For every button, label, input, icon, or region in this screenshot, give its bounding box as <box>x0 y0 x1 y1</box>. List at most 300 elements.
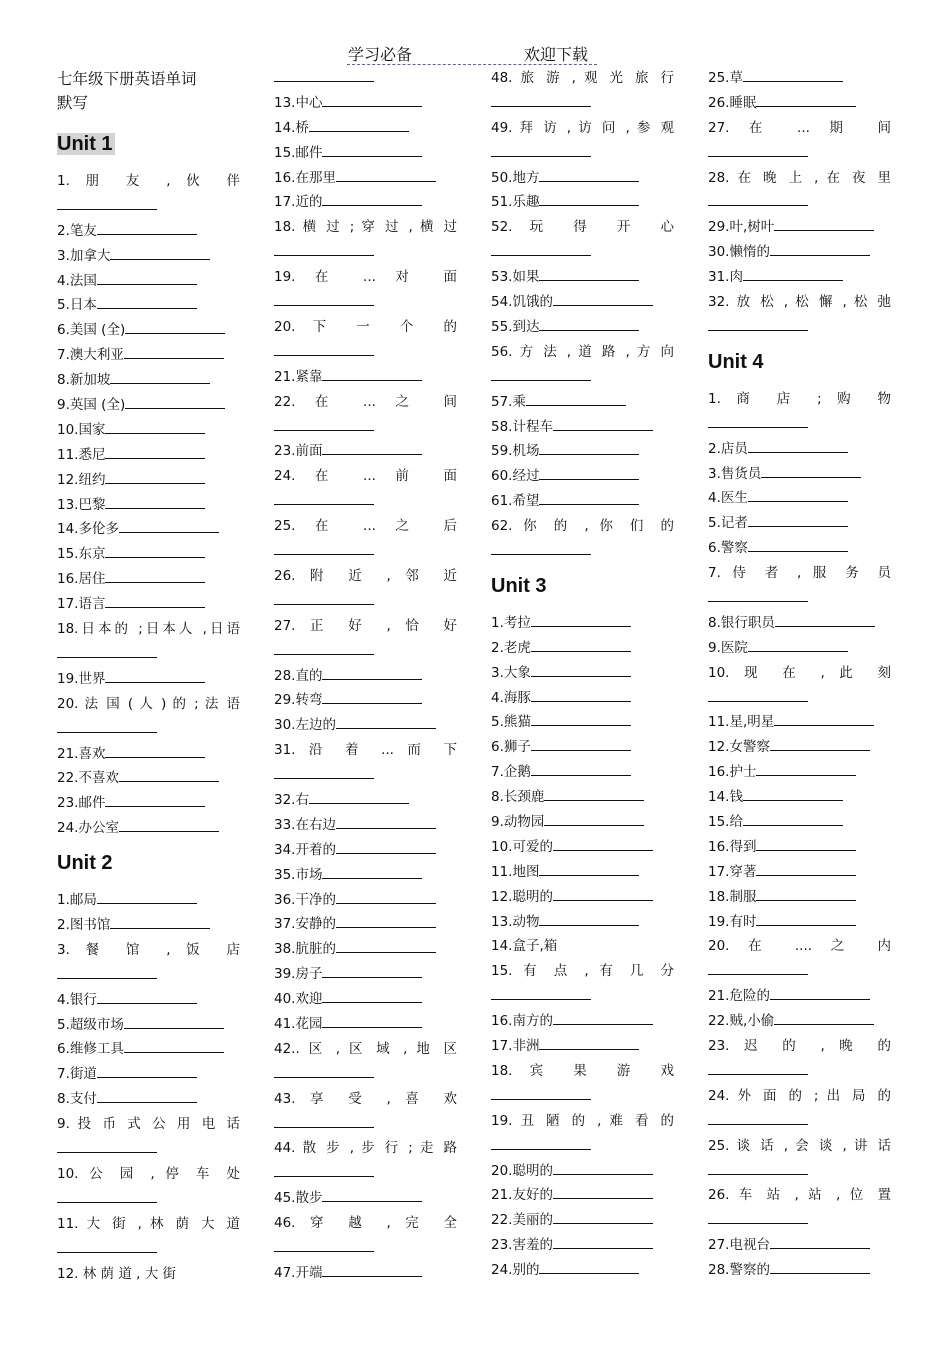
answer-blank[interactable] <box>97 1062 197 1078</box>
vocab-item <box>274 1261 457 1286</box>
answer-blank[interactable] <box>708 1208 808 1224</box>
answer-blank[interactable] <box>274 589 374 605</box>
vocab-item <box>57 766 240 791</box>
answer-blank[interactable] <box>708 686 808 702</box>
vocab-prompt: 57.乘 <box>491 393 526 410</box>
vocab-item <box>491 661 674 686</box>
vocab-prompt: 36.干净的 <box>274 891 336 908</box>
answer-blank[interactable] <box>57 963 157 979</box>
vocab-item <box>491 190 674 215</box>
vocab-item <box>708 934 891 984</box>
vocab-item <box>708 437 891 462</box>
vocab-prompt: 10.国家 <box>57 421 106 438</box>
vocab-item <box>57 443 240 468</box>
vocab-prompt: 35.市场 <box>274 866 323 883</box>
vocab-prompt: 9.动物园 <box>491 814 545 831</box>
answer-blank[interactable] <box>336 813 436 829</box>
vocab-item <box>274 166 457 191</box>
answer-blank[interactable] <box>748 511 848 527</box>
answer-blank[interactable] <box>531 710 631 726</box>
vocab-prompt: 21.喜欢 <box>57 745 106 762</box>
vocab-item <box>491 710 674 735</box>
vocab-prompt: 44. 散 步 , 步 行 ; 走 路 <box>274 1140 457 1157</box>
vocab-item <box>708 1233 891 1258</box>
answer-blank[interactable] <box>97 293 197 309</box>
answer-blank[interactable] <box>105 567 205 583</box>
vocab-item <box>708 835 891 860</box>
answer-blank[interactable] <box>748 437 848 453</box>
vocab-prompt: 58.计程车 <box>491 418 553 435</box>
answer-blank[interactable] <box>539 166 639 182</box>
vocab-item <box>708 984 891 1009</box>
answer-blank[interactable] <box>539 190 639 206</box>
vocab-item <box>57 1112 240 1162</box>
answer-blank[interactable] <box>708 959 808 975</box>
vocab-prompt: 27. 正 好 , 恰 好 <box>274 617 457 634</box>
vocab-item <box>491 514 674 564</box>
vocab-item <box>57 988 240 1013</box>
vocab-item <box>274 564 457 614</box>
answer-blank[interactable] <box>274 489 374 505</box>
answer-blank[interactable] <box>322 688 422 704</box>
vocab-item <box>274 390 457 440</box>
answer-blank[interactable] <box>708 586 808 602</box>
answer-blank[interactable] <box>539 860 639 876</box>
answer-blank[interactable] <box>539 489 639 505</box>
vocab-item <box>708 536 891 561</box>
answer-blank[interactable] <box>743 66 843 82</box>
answer-blank[interactable] <box>770 735 870 751</box>
vocab-prompt: 5.超级市场 <box>57 1016 124 1033</box>
answer-blank[interactable] <box>748 486 848 502</box>
answer-blank[interactable] <box>748 636 848 652</box>
vocab-item <box>708 486 891 511</box>
answer-blank[interactable] <box>336 937 436 953</box>
vocab-prompt: 54.饥饿的 <box>491 294 553 311</box>
vocab-item <box>274 987 457 1012</box>
vocab-item <box>274 838 457 863</box>
answer-blank[interactable] <box>105 791 205 807</box>
answer-blank[interactable] <box>491 240 591 256</box>
vocab-item <box>708 810 891 835</box>
vocab-item <box>57 1037 240 1062</box>
vocab-item <box>491 611 674 636</box>
vocab-prompt: 4.银行 <box>57 991 97 1008</box>
vocab-item <box>708 240 891 265</box>
vocab-item <box>274 1186 457 1211</box>
vocab-item <box>274 888 457 913</box>
vocab-item <box>708 735 891 760</box>
answer-blank[interactable] <box>544 810 644 826</box>
answer-blank[interactable] <box>105 742 205 758</box>
vocab-prompt: 15.给 <box>708 814 743 831</box>
answer-blank[interactable] <box>97 1087 197 1103</box>
vocab-prompt: 40.欢迎 <box>274 991 323 1008</box>
vocab-prompt: 62. 你 的 , 你 们 的 <box>491 518 674 535</box>
column-2 <box>274 66 457 1286</box>
answer-blank[interactable] <box>57 642 157 658</box>
answer-blank[interactable] <box>544 785 644 801</box>
vocab-item <box>491 1258 674 1283</box>
vocab-item <box>708 760 891 785</box>
vocab-prompt: 15. 有 点 , 有 几 分 <box>491 963 674 980</box>
answer-blank[interactable] <box>531 760 631 776</box>
answer-blank[interactable] <box>553 1159 653 1175</box>
answer-blank[interactable] <box>322 1261 422 1277</box>
vocab-prompt: 17.穿著 <box>708 863 757 880</box>
answer-blank[interactable] <box>97 888 197 904</box>
vocab-item <box>57 617 240 667</box>
answer-blank[interactable] <box>531 611 631 627</box>
answer-blank[interactable] <box>57 1187 157 1203</box>
answer-blank[interactable] <box>274 240 374 256</box>
vocab-item <box>57 269 240 294</box>
answer-blank[interactable] <box>774 215 874 231</box>
vocab-item <box>57 1062 240 1087</box>
vocab-item <box>491 1059 674 1109</box>
vocab-prompt: 12.聪明的 <box>491 888 553 905</box>
vocab-prompt: 13.巴黎 <box>57 496 106 513</box>
vocab-item <box>57 1013 240 1038</box>
vocab-prompt: 32.右 <box>274 791 309 808</box>
vocab-item <box>708 1134 891 1184</box>
vocab-prompt: 17.非洲 <box>491 1038 540 1055</box>
vocab-prompt: 14.多伦多 <box>57 521 119 538</box>
answer-blank[interactable] <box>539 1258 639 1274</box>
vocab-item <box>491 116 674 166</box>
answer-blank[interactable] <box>743 785 843 801</box>
vocab-item <box>708 910 891 935</box>
answer-blank[interactable] <box>708 315 808 331</box>
vocab-item <box>57 816 240 841</box>
answer-blank[interactable] <box>775 611 875 627</box>
vocab-prompt: 29.叶,树叶 <box>708 219 775 236</box>
vocab-prompt: 27.电视台 <box>708 1237 770 1254</box>
answer-blank[interactable] <box>553 1009 653 1025</box>
answer-blank[interactable] <box>553 415 653 431</box>
vocab-prompt: 22.不喜欢 <box>57 770 119 787</box>
answer-blank[interactable] <box>322 141 422 157</box>
vocab-prompt: 32. 放 松 , 松 懈 , 松 弛 <box>708 294 891 311</box>
answer-blank[interactable] <box>756 91 856 107</box>
answer-blank[interactable] <box>336 166 436 182</box>
vocab-prompt: 11.地图 <box>491 863 540 880</box>
answer-blank[interactable] <box>531 636 631 652</box>
answer-blank[interactable] <box>756 860 856 876</box>
vocab-item <box>57 1212 240 1262</box>
answer-blank[interactable] <box>708 412 808 428</box>
answer-blank[interactable] <box>57 717 157 733</box>
vocab-item <box>274 439 457 464</box>
vocab-item <box>274 315 457 365</box>
answer-blank[interactable] <box>491 539 591 555</box>
vocab-prompt: 4.法国 <box>57 272 97 289</box>
answer-blank[interactable] <box>274 639 374 655</box>
answer-blank[interactable] <box>756 885 856 901</box>
answer-blank[interactable] <box>553 290 653 306</box>
answer-blank[interactable] <box>119 517 219 533</box>
vocab-prompt: 11.悉尼 <box>57 446 106 463</box>
answer-blank[interactable] <box>105 592 205 608</box>
vocab-prompt: 51.乐趣 <box>491 194 540 211</box>
answer-blank[interactable] <box>274 763 374 779</box>
answer-blank[interactable] <box>274 1236 374 1252</box>
answer-blank[interactable] <box>110 913 210 929</box>
vocab-item <box>57 567 240 592</box>
vocab-prompt: 19.有时 <box>708 913 757 930</box>
answer-blank[interactable] <box>761 462 861 478</box>
vocab-prompt: 17.语言 <box>57 596 106 613</box>
vocab-item <box>491 66 674 116</box>
answer-blank[interactable] <box>119 766 219 782</box>
vocab-item <box>491 810 674 835</box>
answer-blank[interactable] <box>756 910 856 926</box>
answer-blank[interactable] <box>531 686 631 702</box>
vocab-prompt: 47.开端 <box>274 1264 323 1281</box>
answer-blank[interactable] <box>770 1258 870 1274</box>
vocab-item <box>708 387 891 437</box>
answer-blank[interactable] <box>97 219 197 235</box>
vocab-item <box>57 913 240 938</box>
vocab-prompt: 5.记者 <box>708 515 748 532</box>
answer-blank[interactable] <box>110 368 210 384</box>
answer-blank[interactable] <box>105 493 205 509</box>
vocab-prompt: 24.别的 <box>491 1262 540 1279</box>
answer-blank[interactable] <box>748 536 848 552</box>
vocab-prompt: 22.美丽的 <box>491 1212 553 1229</box>
vocab-item <box>274 738 457 788</box>
answer-blank[interactable] <box>553 1208 653 1224</box>
vocab-item <box>708 1258 891 1283</box>
answer-blank[interactable] <box>125 318 225 334</box>
answer-blank[interactable] <box>322 190 422 206</box>
answer-blank[interactable] <box>553 1183 653 1199</box>
answer-blank[interactable] <box>309 788 409 804</box>
answer-blank[interactable] <box>274 1112 374 1128</box>
answer-blank[interactable] <box>322 987 422 1003</box>
vocab-item <box>491 785 674 810</box>
answer-blank[interactable] <box>105 542 205 558</box>
vocab-item <box>491 934 674 959</box>
vocab-item <box>708 166 891 216</box>
vocab-prompt: 3.大象 <box>491 664 531 681</box>
answer-blank[interactable] <box>336 838 436 854</box>
answer-blank[interactable] <box>274 66 374 82</box>
answer-blank[interactable] <box>336 713 436 729</box>
answer-blank[interactable] <box>274 290 374 306</box>
vocab-item <box>57 742 240 767</box>
vocab-item <box>274 365 457 390</box>
answer-blank[interactable] <box>322 365 422 381</box>
answer-blank[interactable] <box>110 244 210 260</box>
answer-blank[interactable] <box>553 835 653 851</box>
vocab-prompt: 46. 穿 越 , 完 全 <box>274 1215 457 1232</box>
vocab-item <box>274 514 457 564</box>
answer-blank[interactable] <box>491 984 591 1000</box>
vocab-item <box>491 910 674 935</box>
answer-blank[interactable] <box>743 810 843 826</box>
answer-blank[interactable] <box>97 988 197 1004</box>
vocab-prompt: 12.纽约 <box>57 471 106 488</box>
answer-blank[interactable] <box>756 760 856 776</box>
answer-blank[interactable] <box>119 816 219 832</box>
vocab-prompt: 24. 在 ... 前 面 <box>274 468 457 485</box>
vocab-prompt: 31. 沿 着 ... 而 下 <box>274 742 457 759</box>
answer-blank[interactable] <box>57 1137 157 1153</box>
answer-blank[interactable] <box>774 1009 874 1025</box>
vocab-item <box>57 169 240 219</box>
answer-blank[interactable] <box>322 1012 422 1028</box>
vocab-item <box>491 1183 674 1208</box>
answer-blank[interactable] <box>491 1134 591 1150</box>
vocab-item <box>491 489 674 514</box>
answer-blank[interactable] <box>322 1186 422 1202</box>
vocab-item <box>274 464 457 514</box>
answer-blank[interactable] <box>553 885 653 901</box>
answer-blank[interactable] <box>105 468 205 484</box>
vocab-prompt: 6.狮子 <box>491 739 531 756</box>
answer-blank[interactable] <box>756 835 856 851</box>
vocab-item <box>274 813 457 838</box>
vocab-prompt: 52. 玩 得 开 心 <box>491 219 674 236</box>
unit-heading-text: Unit 3 <box>491 574 547 597</box>
vocab-prompt: 23.前面 <box>274 443 323 460</box>
answer-blank[interactable] <box>274 539 374 555</box>
vocab-prompt: 4.海豚 <box>491 689 531 706</box>
vocab-item <box>274 1211 457 1261</box>
vocab-item <box>708 710 891 735</box>
answer-blank[interactable] <box>105 443 205 459</box>
vocab-prompt: 24. 外 面 的 ; 出 局 的 <box>708 1087 891 1104</box>
vocab-item <box>708 215 891 240</box>
vocab-item <box>491 290 674 315</box>
answer-blank[interactable] <box>708 1059 808 1075</box>
vocab-prompt: 61.希望 <box>491 493 540 510</box>
answer-blank[interactable] <box>336 912 436 928</box>
vocab-prompt: 16.护士 <box>708 764 757 781</box>
answer-blank[interactable] <box>336 888 436 904</box>
vocab-prompt: 21.友好的 <box>491 1187 553 1204</box>
vocab-item <box>491 215 674 265</box>
vocab-item <box>57 592 240 617</box>
answer-blank[interactable] <box>57 194 157 210</box>
answer-blank[interactable] <box>491 365 591 381</box>
unit-heading-text: Unit 1 <box>57 133 113 155</box>
answer-blank[interactable] <box>491 1084 591 1100</box>
answer-blank[interactable] <box>526 390 626 406</box>
answer-blank[interactable] <box>322 664 422 680</box>
answer-blank[interactable] <box>531 661 631 677</box>
answer-blank[interactable] <box>57 1237 157 1253</box>
vocab-prompt: 3.加拿大 <box>57 247 111 264</box>
vocab-prompt: 28. 在 晚 上 , 在 夜 里 <box>708 169 891 186</box>
answer-blank[interactable] <box>770 240 870 256</box>
vocab-prompt: 11.星,明星 <box>708 714 775 731</box>
answer-blank[interactable] <box>309 116 409 132</box>
answer-blank[interactable] <box>708 1109 808 1125</box>
vocab-prompt: 8.支付 <box>57 1091 97 1108</box>
vocab-item <box>274 1087 457 1137</box>
vocab-prompt: 2.笔友 <box>57 222 97 239</box>
answer-blank[interactable] <box>105 667 205 683</box>
answer-blank[interactable] <box>124 1037 224 1053</box>
answer-blank[interactable] <box>491 91 591 107</box>
vocab-prompt: 14.桥 <box>274 119 309 136</box>
answer-blank[interactable] <box>708 141 808 157</box>
answer-blank[interactable] <box>708 1159 808 1175</box>
vocab-item <box>491 885 674 910</box>
answer-blank[interactable] <box>274 1062 374 1078</box>
answer-blank[interactable] <box>539 439 639 455</box>
answer-blank[interactable] <box>770 984 870 1000</box>
answer-blank[interactable] <box>774 710 874 726</box>
answer-blank[interactable] <box>539 315 639 331</box>
vocab-prompt: 7.澳大利亚 <box>57 347 124 364</box>
answer-blank[interactable] <box>322 439 422 455</box>
vocab-item <box>57 468 240 493</box>
vocab-prompt: 8.新加坡 <box>57 372 111 389</box>
vocab-item <box>491 265 674 290</box>
vocab-prompt: 7. 侍 者 , 服 务 员 <box>708 565 891 582</box>
answer-blank[interactable] <box>553 1233 653 1249</box>
answer-blank[interactable] <box>274 415 374 431</box>
vocab-item <box>57 517 240 542</box>
answer-blank[interactable] <box>708 190 808 206</box>
answer-blank[interactable] <box>322 962 422 978</box>
answer-blank[interactable] <box>124 343 224 359</box>
vocab-item <box>491 860 674 885</box>
vocab-prompt: 13.动物 <box>491 913 540 930</box>
answer-blank[interactable] <box>743 265 843 281</box>
vocab-item <box>491 439 674 464</box>
vocab-item <box>274 713 457 738</box>
vocab-prompt: 28.警察的 <box>708 1262 770 1279</box>
answer-blank[interactable] <box>539 464 639 480</box>
answer-blank[interactable] <box>105 418 205 434</box>
answer-blank[interactable] <box>97 269 197 285</box>
vocab-prompt: 50.地方 <box>491 169 540 186</box>
vocab-prompt: 4.医生 <box>708 490 748 507</box>
answer-blank[interactable] <box>531 735 631 751</box>
answer-blank[interactable] <box>539 265 639 281</box>
vocab-item <box>274 788 457 813</box>
answer-blank[interactable] <box>539 1034 639 1050</box>
vocab-prompt: 2.老虎 <box>491 639 531 656</box>
vocab-prompt: 10. 现 在 , 此 刻 <box>708 664 891 681</box>
vocab-item <box>57 667 240 692</box>
answer-blank[interactable] <box>125 393 225 409</box>
answer-blank[interactable] <box>274 340 374 356</box>
vocab-prompt: 14.钱 <box>708 789 743 806</box>
vocab-prompt: 23.邮件 <box>57 795 106 812</box>
answer-blank[interactable] <box>274 1161 374 1177</box>
vocab-item <box>491 415 674 440</box>
answer-blank[interactable] <box>491 141 591 157</box>
vocab-prompt: 45.散步 <box>274 1190 323 1207</box>
vocab-prompt: 3. 餐 馆 , 饭 店 <box>57 941 240 958</box>
vocab-item <box>57 888 240 913</box>
vocab-item <box>708 885 891 910</box>
vocab-item <box>708 1183 891 1233</box>
header-left-text: 学习必备 <box>348 45 413 64</box>
answer-blank[interactable] <box>770 1233 870 1249</box>
vocab-item <box>57 343 240 368</box>
answer-blank[interactable] <box>322 91 422 107</box>
answer-blank[interactable] <box>539 910 639 926</box>
answer-blank[interactable] <box>322 863 422 879</box>
vocab-item <box>708 636 891 661</box>
answer-blank[interactable] <box>124 1013 224 1029</box>
